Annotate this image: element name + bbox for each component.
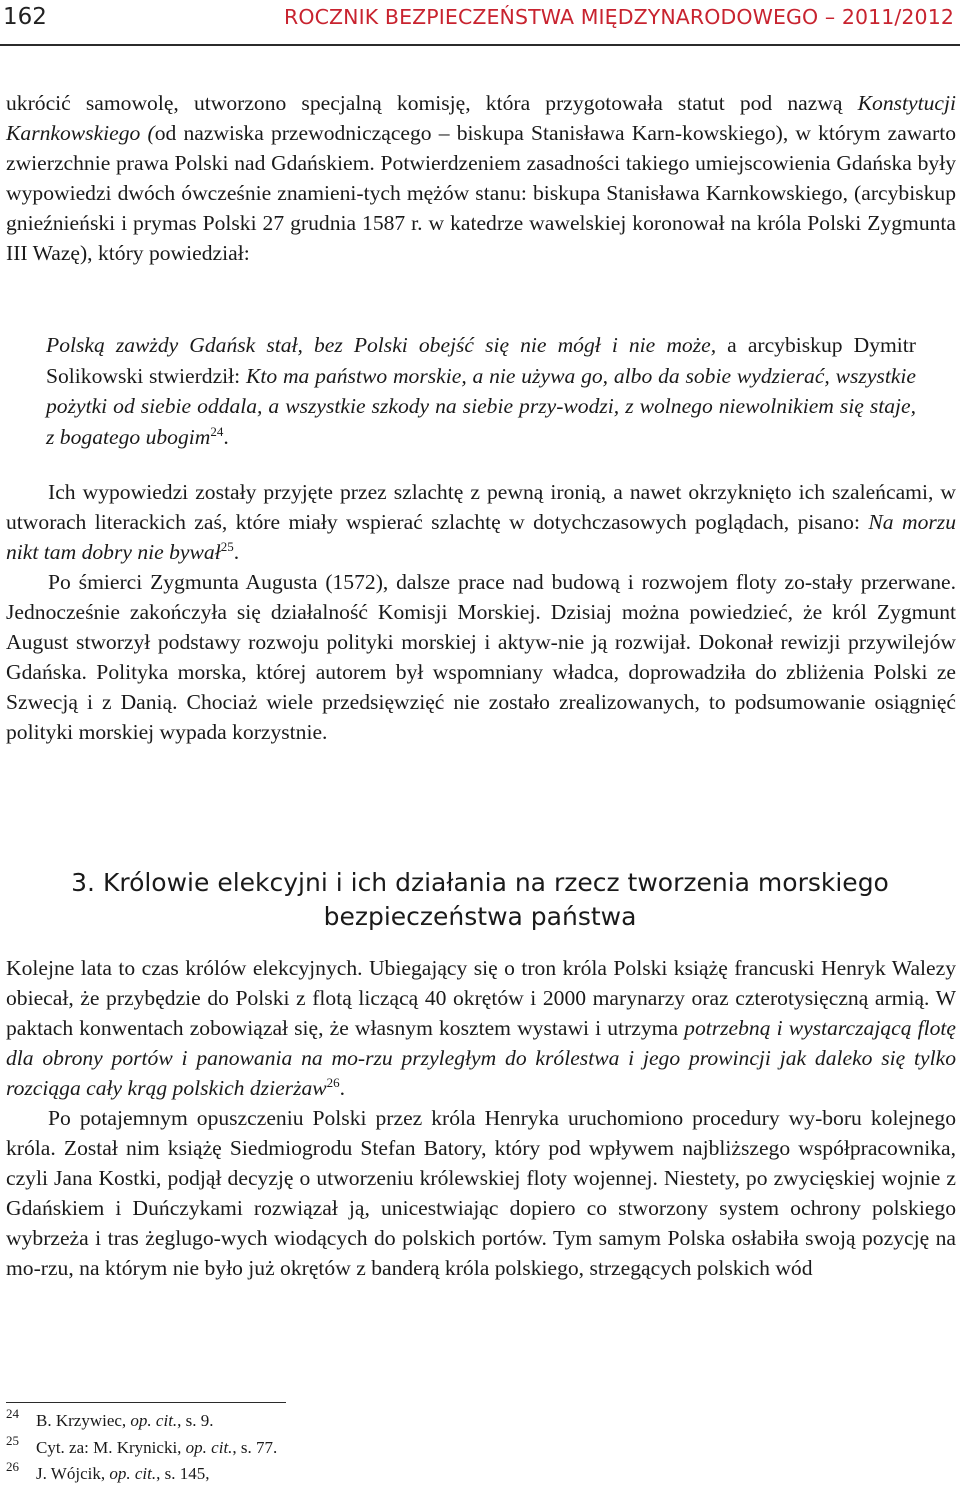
footnote [6,1432,906,1462]
footnote-ref: 26 [326,1075,340,1090]
paragraph-italic-text: Konstytucji Karnkowskiego ( [6,91,956,145]
footnote [6,1461,906,1488]
quote-text: . [223,424,229,449]
paragraph-italic-text: Na morzu nikt tam dobry nie bywał [6,510,956,564]
footnote-italic: op. cit. [130,1411,178,1430]
footnote-author: B. Krzywiec, [36,1411,131,1430]
paragraph-text: ukrócić samowolę, utworzono specjalną komisję, która przygotowała statut pod nazwą [6,91,858,115]
section-heading-line: 3. Królowie elekcyjni i ich działania na rzecz tworzenia morskiego [71,868,889,897]
paragraph-text: od nazwiska przewodniczącego – biskupa Stanisława Karn-kowskiego), w którym zawarto zwierzchnie prawa Polski nad Gdańskiem. Potwierdzeniem zasadności takiego umiejscowienia Gdańska były wypowiedzi dwóch ówcześnie znamieni-tych mężów stanu: biskupa Stanisława Karnkowskiego, (arcybiskup gnieźnieński i prymas Polski 27 grudnia 1587 r. w katedrze wawelskiej koronował na króla Polski Zygmunta III Wazę), który powiedział: [6,121,956,265]
page-header [0,0,960,46]
footnote-author: J. Wójcik, [36,1464,110,1483]
paragraph-1 [6,88,956,268]
block-quote [46,330,916,452]
footnotes [6,1408,906,1488]
paragraph-group-2 [6,953,956,1283]
footnote-number: 26 [6,1459,19,1474]
section-heading-line: bezpieczeństwa państwa [323,902,637,931]
footnote-text [36,1461,209,1488]
footnote-author: Cyt. za: M. Krynicki, [36,1437,186,1457]
quote-text: a arcybiskup Dymitr Solikowski stwierdził: [46,333,917,388]
footnote-number: 24 [6,1406,19,1421]
footnote-text [36,1408,214,1435]
paragraph-text: . [233,540,240,564]
paragraph-group [6,477,956,747]
footnote-number: 25 [6,1432,19,1448]
footnote-ref: 25 [220,539,234,554]
footnote-page: , s. 9. [177,1411,214,1430]
header-rule [0,44,960,46]
paragraph-2 [6,477,956,567]
footnote-ref: 24 [210,423,224,439]
footnote-page: , s. 77. [232,1437,278,1457]
footnote-page: , s. 145, [156,1464,210,1483]
footnote-text [36,1435,277,1462]
footnote-italic: op. cit. [185,1437,233,1457]
running-title: ROCZNIK BEZPIECZEŃSTWA MIĘDZYNARODOWEGO – 2011/2012 [284,5,954,29]
paragraph-text: Kolejne lata to czas królów elekcyjnych. Ubiegający się o tron króla Polski książę francuski Henryk Walezy obiecał, że przybędzie do Polski z flotą liczącą 40 okrętów i 2000 marynarzy oraz czterotysięczną armią. W paktach konwentach zobowiązał się, że własnym kosztem wystawi i utrzyma [6,956,956,1040]
quote-italic-text: Kto ma państwo morskie, a nie używa go, albo da sobie wydzierać, wszystkie pożytki od siebie oddala, a wszystkie szkody na siebie przy-wodzi, z wolnego niewolnikiem się staje, z bogatego ubogim [46,363,916,449]
paragraph-3: Po śmierci Zygmunta Augusta (1572), dalsze prace nad budową i rozwojem floty zo-stały przerwane. Jednocześnie zakończyła się działalność Komisji Morskiej. Dzisiaj można powiedzieć, że król Zygmunt August stworzył podstawy rozwoju polityki morskiej i aktyw-nie ją rozwijał. Dokonał rewizji przywilejów Gdańska. Polityka morska, której autorem był wspomniany władca, doprowadziła do zbliżenia Polski ze Szwecją i z Danią. Chociaż wiele przedsięwzięć nie zostało zrealizowanych, to podsumowanie osiągnięć polityki morskiej wypada korzystnie. [6,570,956,744]
paragraph-4 [6,953,956,1103]
footnote-italic: op. cit. [109,1464,157,1483]
quote-italic-text: Polską zawżdy Gdańsk stał, bez Polski obejść się nie mógł i nie może, [46,333,717,357]
paragraph-5: Po potajemnym opuszczeniu Polski przez króla Henryka uruchomiono procedury wy-boru kolejnego króla. Został nim książę Siedmiogrodu Stefan Batory, który pod wpływem najbliższego współpracownika, czyli Jana Kostki, podjął decyzję o utworzeniu królewskiej floty wojennej. Niestety, po zwycięskiej wojnie z Gdańskiem i Duńczykami rozwiązał ją, unicestwiając dopiero co stworzony system ochrony polskiego wybrzeża i tras żeglugo-wych wiodących do polskich portów. Tym samym Polska osłabiła swoją pozycję na mo-rzu, na którym nie było już okrętów z banderą króla polskiego, strzegących polskich wód [6,1106,956,1280]
paragraph-text: . [339,1076,346,1100]
page-number: 162 [3,4,47,30]
footnote-rule [6,1402,286,1403]
section-heading [0,866,960,934]
paragraph-italic-text: potrzebną i wystarczającą flotę dla obrony portów i panowania na mo-rzu przyległym do królestwa i jego prowincji jak daleko się tylko rozciąga cały krąg polskich dzierżaw [6,1016,956,1100]
paragraph-text: Ich wypowiedzi zostały przyjęte przez szlachtę z pewną ironią, a nawet okrzyknięto ich szaleńcami, w utworach literackich zaś, które miały wspierać szlachtę w dotychczasowych poglądach, pisano: [6,480,956,534]
footnote [6,1408,906,1435]
